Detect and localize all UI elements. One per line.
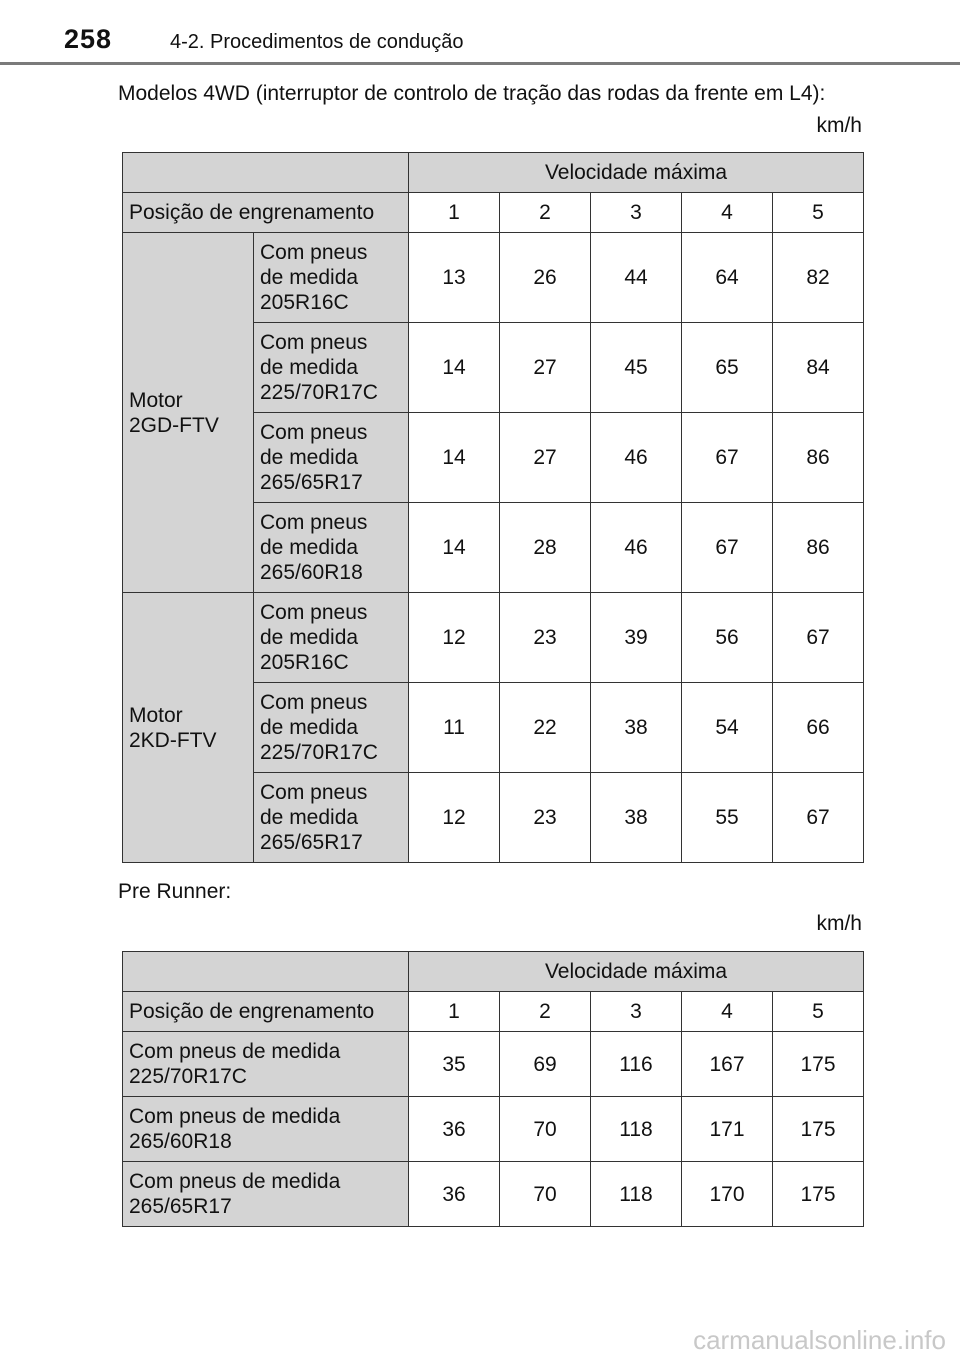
section-title: 4-2. Procedimentos de condução [170,31,464,53]
tire-label: Com pneus de medida 265/65R17 [254,413,409,503]
speed-cell: 116 [591,1032,682,1097]
max-speed-table-4wd [122,152,864,863]
speed-cell: 175 [773,1097,864,1162]
speed-cell: 14 [409,323,500,413]
speed-cell: 70 [500,1097,591,1162]
speed-cell: 12 [409,773,500,863]
speed-cell: 28 [500,503,591,593]
speed-cell: 82 [773,233,864,323]
gear-3: 3 [591,992,682,1032]
speed-cell: 118 [591,1097,682,1162]
gear-label: Posição de engrenamento [123,193,409,233]
speed-cell: 23 [500,773,591,863]
speed-cell: 23 [500,593,591,683]
table2-unit: km/h [816,912,862,935]
speed-cell: 67 [682,413,773,503]
watermark: carmanualsonline.info [693,1325,946,1355]
gear-4: 4 [682,193,773,233]
tire-label: Com pneus de medida 265/65R17 [254,773,409,863]
speed-cell: 45 [591,323,682,413]
tire-label: Com pneus de medida 225/70R17C [123,1032,409,1097]
speed-cell: 55 [682,773,773,863]
gear-label: Posição de engrenamento [123,992,409,1032]
speed-cell: 14 [409,503,500,593]
speed-cell: 39 [591,593,682,683]
tire-label: Com pneus de medida 265/65R17 [123,1162,409,1227]
speed-cell: 44 [591,233,682,323]
gear-4: 4 [682,992,773,1032]
speed-cell: 70 [500,1162,591,1227]
speed-cell: 67 [773,773,864,863]
engine-label: Motor 2GD-FTV [123,233,254,593]
tire-label: Com pneus de medida 265/60R18 [254,503,409,593]
speed-cell: 118 [591,1162,682,1227]
speed-cell: 46 [591,503,682,593]
speed-cell: 67 [773,593,864,683]
speed-cell: 22 [500,683,591,773]
speed-cell: 12 [409,593,500,683]
table-row [123,1162,864,1227]
speed-cell: 66 [773,683,864,773]
tire-label: Com pneus de medida 265/60R18 [123,1097,409,1162]
table2-intro: Pre Runner: [118,880,232,903]
speed-cell: 86 [773,503,864,593]
speed-cell: 54 [682,683,773,773]
speed-cell: 64 [682,233,773,323]
speed-cell: 38 [591,683,682,773]
speed-cell: 67 [682,503,773,593]
speed-cell: 36 [409,1097,500,1162]
engine-group-2gd [123,233,864,593]
gear-5: 5 [773,193,864,233]
speed-cell: 56 [682,593,773,683]
corner-cell [123,952,409,992]
gear-1: 1 [409,992,500,1032]
gear-3: 3 [591,193,682,233]
tire-label: Com pneus de medida 205R16C [254,593,409,683]
tire-label: Com pneus de medida 225/70R17C [254,323,409,413]
speed-cell: 13 [409,233,500,323]
gear-1: 1 [409,193,500,233]
speed-cell: 38 [591,773,682,863]
speed-cell: 175 [773,1162,864,1227]
table-row [123,1097,864,1162]
page-header [0,0,960,66]
speed-cell: 35 [409,1032,500,1097]
gear-2: 2 [500,992,591,1032]
header-divider [0,62,960,65]
table-row [123,1032,864,1097]
max-speed-table-prerunner [122,951,864,1227]
speed-cell: 84 [773,323,864,413]
speed-cell: 175 [773,1032,864,1097]
speed-cell: 36 [409,1162,500,1227]
gear-5: 5 [773,992,864,1032]
speed-cell: 69 [500,1032,591,1097]
speed-header: Velocidade máxima [409,952,864,992]
speed-header: Velocidade máxima [409,153,864,193]
speed-cell: 167 [682,1032,773,1097]
engine-label: Motor 2KD-FTV [123,593,254,863]
table1-intro: Modelos 4WD (interruptor de controlo de tração das rodas da frente em L4): [118,82,826,105]
tire-label: Com pneus de medida 225/70R17C [254,683,409,773]
engine-group-2kd [123,593,864,863]
gear-2: 2 [500,193,591,233]
page-number: 258 [64,24,113,54]
table1-unit: km/h [816,114,862,137]
speed-cell: 65 [682,323,773,413]
speed-cell: 26 [500,233,591,323]
speed-cell: 27 [500,413,591,503]
speed-cell: 86 [773,413,864,503]
speed-cell: 27 [500,323,591,413]
speed-cell: 11 [409,683,500,773]
corner-cell [123,153,409,193]
tire-label: Com pneus de medida 205R16C [254,233,409,323]
speed-cell: 46 [591,413,682,503]
speed-cell: 171 [682,1097,773,1162]
speed-cell: 14 [409,413,500,503]
speed-cell: 170 [682,1162,773,1227]
